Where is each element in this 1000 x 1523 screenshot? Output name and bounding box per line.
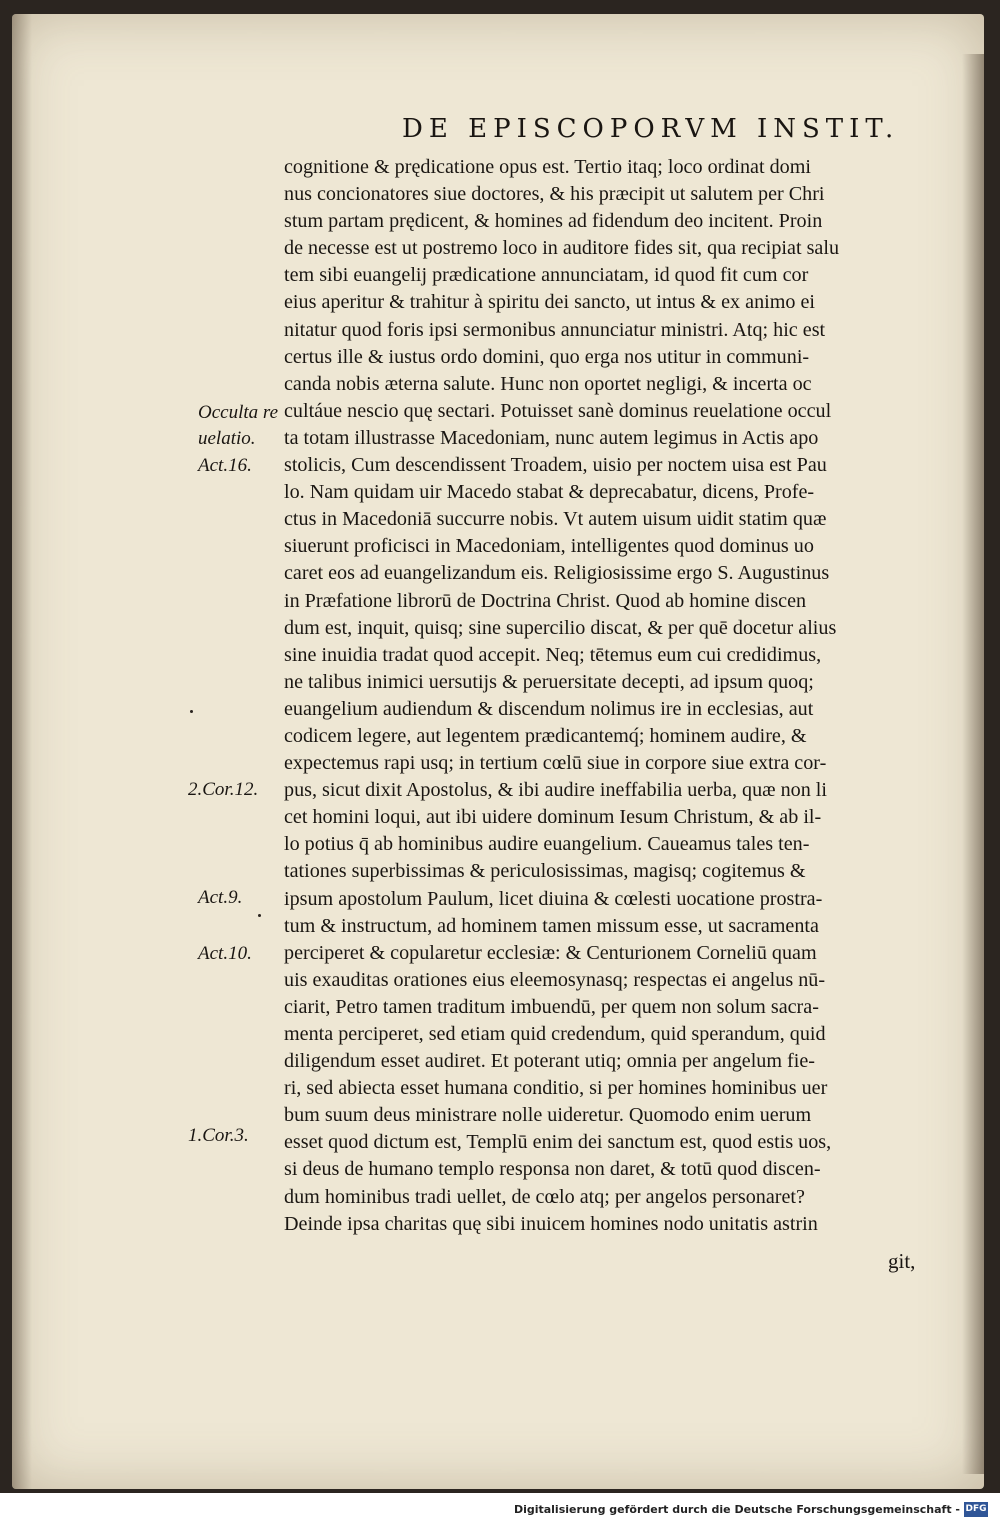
text-line: certus ille & iustus ordo domini, quo erga nos utitur in communi- <box>284 345 810 368</box>
catchword: git, <box>888 1249 916 1273</box>
text-line: caret eos ad euangelizandum eis. Religiosissime ergo S. Augustinus <box>284 562 830 585</box>
footer-bar <box>0 1493 1000 1523</box>
text-line: si deus de humano templo responsa non daret, & totū quod discen- <box>284 1158 821 1181</box>
marginal-note: Act.10. <box>198 943 252 964</box>
running-head: DE EPISCOPORVM INSTIT. <box>402 114 900 144</box>
text-line: tum & instructum, ad hominem tamen missum esse, ut sacramenta <box>284 914 819 937</box>
page-spine-shadow <box>12 14 32 1489</box>
text-line: in Præfatione librorū de Doctrina Christ. Quod ab homine discen <box>284 589 807 612</box>
marginal-note: 1.Cor.3. <box>188 1125 249 1146</box>
text-line: ctus in Macedoniā succurre nobis. Vt autem uisum uidit statim quæ <box>284 508 827 531</box>
text-line: uis exauditas orationes eius eleemosynasq; respectas ei angelus nū- <box>284 968 826 991</box>
marginal-note: Act.16. <box>198 455 252 476</box>
marginal-note: Occulta re <box>198 402 279 423</box>
page-edge-shadow <box>962 54 984 1474</box>
text-line: dum est, inquit, quisq; sine supercilio discat, & per quē docetur alius <box>284 616 837 639</box>
text-line: menta perciperet, sed etiam quid credendum, quid sperandum, quid <box>284 1023 826 1045</box>
text-line: diligendum esset audiret. Et poterant utiq; omnia per angelum fie- <box>284 1050 815 1073</box>
text-line: perciperet & copularetur ecclesiæ: & Centurionem Corneliū quam <box>284 941 817 964</box>
text-line: stolicis, Cum descendissent Troadem, uisio per noctem uisa est Pau <box>284 454 827 477</box>
text-line: tem sibi euangelij prædicatione annunciatam, id quod fit cum cor <box>284 264 809 287</box>
text-line: ri, sed abiecta esset humana conditio, si per homines hominibus uer <box>284 1077 828 1100</box>
text-line: dum hominibus tradi uellet, de cœlo atq; per angelos personaret? <box>284 1185 805 1208</box>
margin-mark <box>190 710 193 713</box>
text-line: expectemus rapi usq; in tertium cœlū siue in corpore siue extra cor- <box>284 752 827 775</box>
text-line: bum suum deus ministrare nolle uideretur. Quomodo enim uerum <box>284 1104 812 1127</box>
marginal-note: uelatio. <box>198 428 256 449</box>
text-line: lo potius q̄ ab hominibus audire euangelium. Caueamus tales ten- <box>284 833 810 856</box>
text-line: codicem legere, aut legentem prædicantemq́; hominem audire, & <box>284 724 807 747</box>
footer-credit: Digitalisierung gefördert durch die Deutsche Forschungsgemeinschaft - <box>513 1503 960 1516</box>
marginal-note: 2.Cor.12. <box>188 779 259 800</box>
text-line: cet homini loqui, aut ibi uidere dominum Iesum Christum, & ab il- <box>284 806 822 829</box>
text-line: lo. Nam quidam uir Macedo stabat & deprecabatur, dicens, Profe- <box>284 481 815 504</box>
text-line: siuerunt proficisci in Macedoniam, intelligentes quod dominus uo <box>284 535 814 558</box>
text-line: euangelium audiendum & discendum nolimus ire in ecclesias, aut <box>284 697 814 720</box>
text-line: pus, sicut dixit Apostolus, & ibi audire ineffabilia uerba, quæ non li <box>284 779 828 802</box>
text-line: canda nobis æterna salute. Hunc non oportet negligi, & incerta oc <box>284 372 812 395</box>
text-line: nitatur quod foris ipsi sermonibus annunciatur ministri. Atq; hic est <box>284 318 826 341</box>
text-line: cultáue nescio quę sectari. Potuisset sanè dominus reuelatione occul <box>284 399 832 422</box>
text-line: ne talibus inimici uersutijs & peruersitate decepti, ad ipsum quoq; <box>284 670 814 693</box>
book-page <box>12 14 984 1489</box>
margin-mark <box>258 914 261 917</box>
text-line: Deinde ipsa charitas quę sibi inuicem homines nodo unitatis astrin <box>284 1212 818 1235</box>
text-line: de necesse est ut postremo loco in auditore fides sit, qua recipiat salu <box>284 237 840 260</box>
text-line: tationes superbissimas & periculosissimas, magisq; cogitemus & <box>284 860 806 883</box>
text-line: sine inuidia tradat quod accepit. Neq; tētemus eum cui credidimus, <box>284 643 822 666</box>
text-line: ipsum apostolum Paulum, licet diuina & cœlesti uocatione prostra- <box>284 887 823 910</box>
text-line: esset quod dictum est, Templū enim dei sanctum est, quod estis uos, <box>284 1131 832 1154</box>
text-line: nus concionatores siue doctores, & his præcipit ut salutem per Chri <box>284 183 825 206</box>
text-line: stum partam prędicent, & homines ad fidendum deo incitent. Proin <box>284 210 823 233</box>
text-line: ta totam illustrasse Macedoniam, nunc autem legimus in Actis apo <box>284 426 819 449</box>
marginal-note: Act.9. <box>198 887 243 908</box>
main-text-block <box>284 154 950 1238</box>
text-line: eius aperitur & trahitur à spiritu dei sancto, ut intus & ex animo ei <box>284 291 816 314</box>
text-line: cognitione & prędicatione opus est. Tertio itaq; loco ordinat domi <box>284 156 812 178</box>
dfg-logo: DFG <box>964 1502 988 1517</box>
text-line: ciarit, Petro tamen traditum imbuendū, per quem non solum sacra- <box>284 995 819 1018</box>
